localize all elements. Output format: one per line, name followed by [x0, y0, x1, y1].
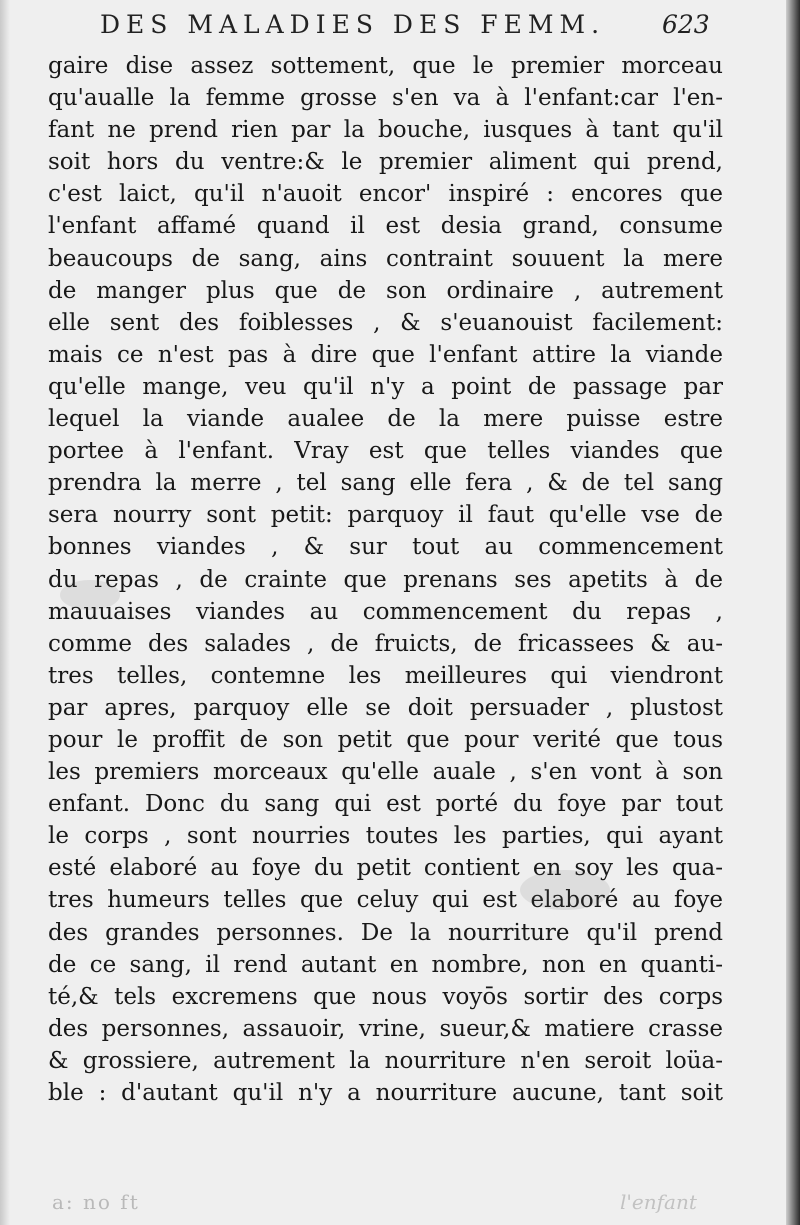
text-line: soit hors du ventre:& le premier aliment qui prend, [48, 149, 723, 176]
text-line: l'enfant affamé quand il est desia grand, consume [48, 213, 723, 240]
text-line: des personnes, assauoir, vrine, sueur,& matiere crasse [48, 1015, 723, 1042]
text-line: de manger plus que de son ordinaire , autrement [48, 277, 723, 304]
text-line: mais ce n'est pas à dire que l'enfant attire la viande [48, 341, 723, 368]
text-line: sera nourry sont petit: parquoy il faut qu'elle vse de [48, 502, 723, 529]
page-left-edge [0, 0, 10, 1225]
text-line: fant ne prend rien par la bouche, iusques à tant qu'il [48, 117, 723, 144]
text-line: lequel la viande aualee de la mere puisse estre [48, 406, 723, 433]
text-line: c'est laict, qu'il n'auoit encor' inspiré : encores que [48, 181, 723, 208]
text-line: le corps , sont nourries toutes les parties, qui ayant [48, 823, 723, 850]
text-line: les premiers morceaux qu'elle auale , s'en vont à son [48, 759, 723, 786]
text-line: qu'aualle la femme grosse s'en va à l'enfant:car l'en- [48, 85, 723, 112]
text-line: & grossiere, autrement la nourriture n'en seroit loüa- [48, 1047, 723, 1074]
text-line: portee à l'enfant. Vray est que telles viandes que [48, 438, 723, 465]
text-line: gaire dise assez sottement, que le premier morceau [48, 53, 723, 79]
running-title: DES MALADIES DES FEMM. [100, 10, 606, 39]
text-line: elle sent des foiblesses , & s'euanouist facilement: [48, 309, 723, 336]
text-line: prendra la merre , tel sang elle fera , & de tel sang [48, 470, 723, 497]
text-line: comme des salades , de fruicts, de fricassees & au- [48, 630, 723, 657]
show-through-text-right: l'enfant [620, 1190, 697, 1214]
text-line: tres telles, contemne les meilleures qui viendront [48, 662, 723, 689]
text-line: ble : d'autant qu'il n'y a nourriture aucune, tant soit [48, 1080, 723, 1106]
text-line: tres humeurs telles que celuy qui est elaboré au foye [48, 887, 723, 914]
show-through-text-left: a: no ft [52, 1190, 140, 1214]
text-line: té,& tels excremens que nous voyōs sortir des corps [48, 983, 723, 1010]
text-line: beaucoups de sang, ains contraint souuent la mere [48, 245, 723, 272]
text-line: enfant. Donc du sang qui est porté du foye par tout [48, 791, 723, 818]
text-line: du repas , de crainte que prenans ses apetits à de [48, 566, 723, 593]
text-line: par apres, parquoy elle se doit persuader , plustost [48, 694, 723, 721]
ink-smudge [520, 870, 610, 910]
text-line: de ce sang, il rend autant en nombre, non en quanti- [48, 951, 723, 978]
page-right-edge [786, 0, 800, 1225]
text-line: pour le proffit de son petit que pour verité que tous [48, 726, 723, 753]
text-line: des grandes personnes. De la nourriture qu'il prend [48, 919, 723, 946]
text-line: mauuaises viandes au commencement du repas , [48, 598, 723, 625]
ink-smudge [60, 580, 120, 610]
body-text [48, 50, 723, 1109]
text-line: qu'elle mange, veu qu'il n'y a point de passage par [48, 373, 723, 400]
text-line: esté elaboré au foye du petit contient en soy les qua- [48, 855, 723, 882]
text-line: bonnes viandes , & sur tout au commencement [48, 534, 723, 561]
page-number: 623 [662, 10, 710, 39]
